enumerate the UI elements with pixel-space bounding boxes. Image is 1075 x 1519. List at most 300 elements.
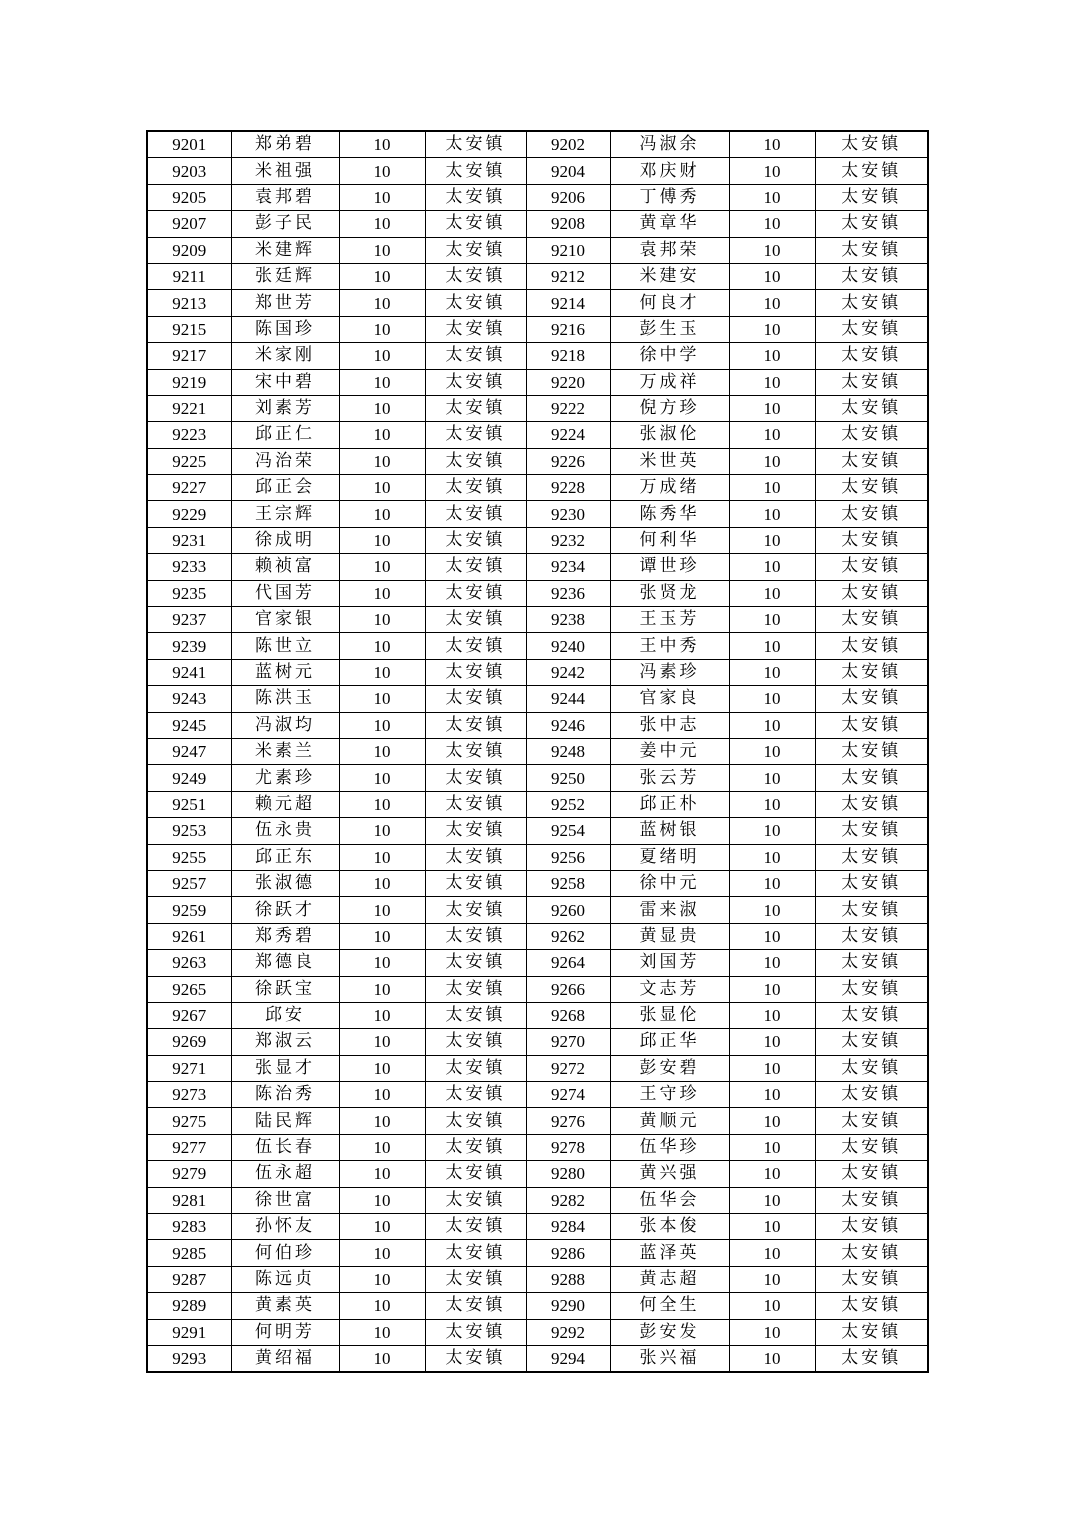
town-cell: 太安镇 <box>815 712 928 738</box>
table-row <box>147 1002 928 1028</box>
amount-cell: 10 <box>339 1214 425 1240</box>
town-cell: 太安镇 <box>425 1266 526 1292</box>
name-cell: 米世英 <box>610 448 729 474</box>
table-row <box>147 1108 928 1134</box>
amount-cell: 10 <box>339 818 425 844</box>
town-cell: 太安镇 <box>425 343 526 369</box>
name-cell: 赖祯富 <box>231 554 339 580</box>
amount-cell: 10 <box>729 1161 815 1187</box>
town-cell: 太安镇 <box>815 844 928 870</box>
town-cell: 太安镇 <box>425 527 526 553</box>
amount-cell: 10 <box>339 870 425 896</box>
name-cell: 赖元超 <box>231 791 339 817</box>
town-cell: 太安镇 <box>815 1187 928 1213</box>
name-cell: 邱安 <box>231 1002 339 1028</box>
amount-cell: 10 <box>339 1161 425 1187</box>
town-cell: 太安镇 <box>815 1266 928 1292</box>
amount-cell: 10 <box>339 1293 425 1319</box>
town-cell: 太安镇 <box>815 1055 928 1081</box>
name-cell: 张显才 <box>231 1055 339 1081</box>
town-cell: 太安镇 <box>425 211 526 237</box>
record-number-cell: 9253 <box>147 818 231 844</box>
name-cell: 冯治荣 <box>231 448 339 474</box>
table-row <box>147 1029 928 1055</box>
town-cell: 太安镇 <box>815 395 928 421</box>
name-cell: 陆民辉 <box>231 1108 339 1134</box>
town-cell: 太安镇 <box>815 290 928 316</box>
record-number-cell: 9258 <box>526 870 610 896</box>
name-cell: 米祖强 <box>231 158 339 184</box>
town-cell: 太安镇 <box>815 1319 928 1345</box>
record-number-cell: 9250 <box>526 765 610 791</box>
record-number-cell: 9283 <box>147 1214 231 1240</box>
table-row <box>147 343 928 369</box>
table-row <box>147 316 928 342</box>
town-cell: 太安镇 <box>425 633 526 659</box>
record-number-cell: 9281 <box>147 1187 231 1213</box>
town-cell: 太安镇 <box>425 290 526 316</box>
table-row <box>147 950 928 976</box>
amount-cell: 10 <box>339 712 425 738</box>
town-cell: 太安镇 <box>425 475 526 501</box>
record-number-cell: 9224 <box>526 422 610 448</box>
name-cell: 徐世富 <box>231 1187 339 1213</box>
amount-cell: 10 <box>339 1319 425 1345</box>
record-number-cell: 9226 <box>526 448 610 474</box>
table-row <box>147 448 928 474</box>
amount-cell: 10 <box>729 738 815 764</box>
town-cell: 太安镇 <box>425 131 526 158</box>
town-cell: 太安镇 <box>425 580 526 606</box>
town-cell: 太安镇 <box>425 1214 526 1240</box>
town-cell: 太安镇 <box>815 950 928 976</box>
record-number-cell: 9270 <box>526 1029 610 1055</box>
amount-cell: 10 <box>729 131 815 158</box>
amount-cell: 10 <box>339 607 425 633</box>
amount-cell: 10 <box>729 1214 815 1240</box>
name-cell: 万成祥 <box>610 369 729 395</box>
amount-cell: 10 <box>729 607 815 633</box>
name-cell: 张淑德 <box>231 870 339 896</box>
name-cell: 何良才 <box>610 290 729 316</box>
town-cell: 太安镇 <box>425 976 526 1002</box>
amount-cell: 10 <box>729 501 815 527</box>
table-row <box>147 712 928 738</box>
table-row <box>147 1161 928 1187</box>
amount-cell: 10 <box>729 290 815 316</box>
record-number-cell: 9285 <box>147 1240 231 1266</box>
record-number-cell: 9219 <box>147 369 231 395</box>
town-cell: 太安镇 <box>815 818 928 844</box>
name-cell: 伍华珍 <box>610 1134 729 1160</box>
record-number-cell: 9264 <box>526 950 610 976</box>
town-cell: 太安镇 <box>425 1134 526 1160</box>
record-number-cell: 9238 <box>526 607 610 633</box>
town-cell: 太安镇 <box>815 422 928 448</box>
amount-cell: 10 <box>729 950 815 976</box>
table-row <box>147 475 928 501</box>
name-cell: 丁傅秀 <box>610 184 729 210</box>
name-cell: 黄显贵 <box>610 923 729 949</box>
town-cell: 太安镇 <box>815 897 928 923</box>
town-cell: 太安镇 <box>425 738 526 764</box>
record-number-cell: 9214 <box>526 290 610 316</box>
name-cell: 张贤龙 <box>610 580 729 606</box>
amount-cell: 10 <box>339 527 425 553</box>
table-row <box>147 897 928 923</box>
name-cell: 何明芳 <box>231 1319 339 1345</box>
record-number-cell: 9233 <box>147 554 231 580</box>
record-number-cell: 9225 <box>147 448 231 474</box>
name-cell: 徐跃宝 <box>231 976 339 1002</box>
record-number-cell: 9268 <box>526 1002 610 1028</box>
town-cell: 太安镇 <box>425 1082 526 1108</box>
amount-cell: 10 <box>729 1345 815 1372</box>
town-cell: 太安镇 <box>425 923 526 949</box>
amount-cell: 10 <box>729 527 815 553</box>
amount-cell: 10 <box>729 1187 815 1213</box>
town-cell: 太安镇 <box>815 475 928 501</box>
record-number-cell: 9273 <box>147 1082 231 1108</box>
amount-cell: 10 <box>729 870 815 896</box>
record-number-cell: 9278 <box>526 1134 610 1160</box>
name-cell: 冯素珍 <box>610 659 729 685</box>
table-row <box>147 263 928 289</box>
amount-cell: 10 <box>729 818 815 844</box>
town-cell: 太安镇 <box>425 659 526 685</box>
amount-cell: 10 <box>339 1187 425 1213</box>
name-cell: 王玉芳 <box>610 607 729 633</box>
record-number-cell: 9252 <box>526 791 610 817</box>
name-cell: 谭世珍 <box>610 554 729 580</box>
name-cell: 黄兴强 <box>610 1161 729 1187</box>
amount-cell: 10 <box>729 554 815 580</box>
town-cell: 太安镇 <box>815 659 928 685</box>
record-number-cell: 9284 <box>526 1214 610 1240</box>
name-cell: 米家刚 <box>231 343 339 369</box>
table-row <box>147 1214 928 1240</box>
amount-cell: 10 <box>339 976 425 1002</box>
table-row <box>147 369 928 395</box>
record-number-cell: 9249 <box>147 765 231 791</box>
record-number-cell: 9228 <box>526 475 610 501</box>
record-number-cell: 9206 <box>526 184 610 210</box>
amount-cell: 10 <box>729 1029 815 1055</box>
table-row <box>147 1082 928 1108</box>
table-row <box>147 211 928 237</box>
name-cell: 王中秀 <box>610 633 729 659</box>
name-cell: 夏绪明 <box>610 844 729 870</box>
record-number-cell: 9293 <box>147 1345 231 1372</box>
record-number-cell: 9234 <box>526 554 610 580</box>
record-number-cell: 9211 <box>147 263 231 289</box>
record-number-cell: 9232 <box>526 527 610 553</box>
record-number-cell: 9217 <box>147 343 231 369</box>
name-cell: 何伯珍 <box>231 1240 339 1266</box>
amount-cell: 10 <box>729 765 815 791</box>
name-cell: 张兴福 <box>610 1345 729 1372</box>
record-number-cell: 9260 <box>526 897 610 923</box>
town-cell: 太安镇 <box>815 1134 928 1160</box>
name-cell: 陈秀华 <box>610 501 729 527</box>
name-cell: 陈远贞 <box>231 1266 339 1292</box>
record-number-cell: 9212 <box>526 263 610 289</box>
town-cell: 太安镇 <box>815 1214 928 1240</box>
name-cell: 宋中碧 <box>231 369 339 395</box>
town-cell: 太安镇 <box>815 554 928 580</box>
town-cell: 太安镇 <box>815 131 928 158</box>
amount-cell: 10 <box>729 1266 815 1292</box>
amount-cell: 10 <box>729 184 815 210</box>
record-number-cell: 9255 <box>147 844 231 870</box>
name-cell: 蓝树银 <box>610 818 729 844</box>
record-number-cell: 9242 <box>526 659 610 685</box>
record-number-cell: 9263 <box>147 950 231 976</box>
amount-cell: 10 <box>339 1134 425 1160</box>
name-cell: 孙怀友 <box>231 1214 339 1240</box>
table-row <box>147 976 928 1002</box>
record-number-cell: 9266 <box>526 976 610 1002</box>
name-cell: 黄素英 <box>231 1293 339 1319</box>
amount-cell: 10 <box>339 369 425 395</box>
name-cell: 尤素珍 <box>231 765 339 791</box>
name-cell: 万成绪 <box>610 475 729 501</box>
town-cell: 太安镇 <box>815 527 928 553</box>
table-row <box>147 1293 928 1319</box>
town-cell: 太安镇 <box>425 554 526 580</box>
amount-cell: 10 <box>729 475 815 501</box>
table-row <box>147 686 928 712</box>
amount-cell: 10 <box>729 1108 815 1134</box>
table-row <box>147 923 928 949</box>
amount-cell: 10 <box>729 395 815 421</box>
amount-cell: 10 <box>729 237 815 263</box>
record-number-cell: 9208 <box>526 211 610 237</box>
roster-table-body <box>147 131 928 1372</box>
amount-cell: 10 <box>339 765 425 791</box>
town-cell: 太安镇 <box>815 211 928 237</box>
name-cell: 黄志超 <box>610 1266 729 1292</box>
amount-cell: 10 <box>729 369 815 395</box>
name-cell: 张显伦 <box>610 1002 729 1028</box>
amount-cell: 10 <box>729 1134 815 1160</box>
amount-cell: 10 <box>339 580 425 606</box>
town-cell: 太安镇 <box>425 422 526 448</box>
name-cell: 邱正朴 <box>610 791 729 817</box>
name-cell: 官家银 <box>231 607 339 633</box>
record-number-cell: 9220 <box>526 369 610 395</box>
name-cell: 伍长春 <box>231 1134 339 1160</box>
town-cell: 太安镇 <box>425 712 526 738</box>
record-number-cell: 9201 <box>147 131 231 158</box>
town-cell: 太安镇 <box>815 343 928 369</box>
town-cell: 太安镇 <box>815 1161 928 1187</box>
town-cell: 太安镇 <box>425 870 526 896</box>
name-cell: 郑秀碧 <box>231 923 339 949</box>
record-number-cell: 9269 <box>147 1029 231 1055</box>
amount-cell: 10 <box>339 897 425 923</box>
amount-cell: 10 <box>729 158 815 184</box>
town-cell: 太安镇 <box>425 607 526 633</box>
amount-cell: 10 <box>729 580 815 606</box>
record-number-cell: 9259 <box>147 897 231 923</box>
amount-cell: 10 <box>729 659 815 685</box>
town-cell: 太安镇 <box>425 765 526 791</box>
name-cell: 邱正会 <box>231 475 339 501</box>
name-cell: 张云芳 <box>610 765 729 791</box>
record-number-cell: 9247 <box>147 738 231 764</box>
amount-cell: 10 <box>729 1240 815 1266</box>
town-cell: 太安镇 <box>425 263 526 289</box>
name-cell: 冯淑均 <box>231 712 339 738</box>
amount-cell: 10 <box>729 263 815 289</box>
record-number-cell: 9290 <box>526 1293 610 1319</box>
table-row <box>147 158 928 184</box>
name-cell: 张廷辉 <box>231 263 339 289</box>
amount-cell: 10 <box>339 211 425 237</box>
table-row <box>147 395 928 421</box>
name-cell: 郑淑云 <box>231 1029 339 1055</box>
record-number-cell: 9271 <box>147 1055 231 1081</box>
record-number-cell: 9248 <box>526 738 610 764</box>
name-cell: 邱正仁 <box>231 422 339 448</box>
town-cell: 太安镇 <box>425 1002 526 1028</box>
town-cell: 太安镇 <box>815 1345 928 1372</box>
record-number-cell: 9229 <box>147 501 231 527</box>
table-row <box>147 844 928 870</box>
record-number-cell: 9227 <box>147 475 231 501</box>
town-cell: 太安镇 <box>425 818 526 844</box>
record-number-cell: 9251 <box>147 791 231 817</box>
record-number-cell: 9202 <box>526 131 610 158</box>
amount-cell: 10 <box>339 923 425 949</box>
town-cell: 太安镇 <box>425 1161 526 1187</box>
town-cell: 太安镇 <box>815 501 928 527</box>
amount-cell: 10 <box>339 395 425 421</box>
amount-cell: 10 <box>729 1002 815 1028</box>
name-cell: 郑弟碧 <box>231 131 339 158</box>
name-cell: 姜中元 <box>610 738 729 764</box>
table-row <box>147 290 928 316</box>
amount-cell: 10 <box>729 897 815 923</box>
name-cell: 雷来淑 <box>610 897 729 923</box>
table-row <box>147 580 928 606</box>
amount-cell: 10 <box>339 1082 425 1108</box>
record-number-cell: 9292 <box>526 1319 610 1345</box>
table-row <box>147 1319 928 1345</box>
amount-cell: 10 <box>339 554 425 580</box>
table-row <box>147 1134 928 1160</box>
table-row <box>147 1240 928 1266</box>
record-number-cell: 9221 <box>147 395 231 421</box>
name-cell: 彭安发 <box>610 1319 729 1345</box>
record-number-cell: 9235 <box>147 580 231 606</box>
amount-cell: 10 <box>729 686 815 712</box>
name-cell: 蓝泽英 <box>610 1240 729 1266</box>
town-cell: 太安镇 <box>815 976 928 1002</box>
amount-cell: 10 <box>339 950 425 976</box>
record-number-cell: 9204 <box>526 158 610 184</box>
record-number-cell: 9245 <box>147 712 231 738</box>
roster-table <box>146 130 929 1373</box>
amount-cell: 10 <box>339 1240 425 1266</box>
name-cell: 徐中元 <box>610 870 729 896</box>
amount-cell: 10 <box>339 1345 425 1372</box>
name-cell: 邱正华 <box>610 1029 729 1055</box>
town-cell: 太安镇 <box>815 1002 928 1028</box>
amount-cell: 10 <box>729 791 815 817</box>
table-row <box>147 633 928 659</box>
town-cell: 太安镇 <box>815 369 928 395</box>
amount-cell: 10 <box>729 712 815 738</box>
record-number-cell: 9209 <box>147 237 231 263</box>
record-number-cell: 9280 <box>526 1161 610 1187</box>
town-cell: 太安镇 <box>425 501 526 527</box>
name-cell: 米素兰 <box>231 738 339 764</box>
record-number-cell: 9218 <box>526 343 610 369</box>
name-cell: 黄章华 <box>610 211 729 237</box>
amount-cell: 10 <box>339 1266 425 1292</box>
record-number-cell: 9282 <box>526 1187 610 1213</box>
amount-cell: 10 <box>339 448 425 474</box>
name-cell: 文志芳 <box>610 976 729 1002</box>
amount-cell: 10 <box>339 184 425 210</box>
town-cell: 太安镇 <box>815 738 928 764</box>
record-number-cell: 9216 <box>526 316 610 342</box>
record-number-cell: 9267 <box>147 1002 231 1028</box>
table-row <box>147 422 928 448</box>
name-cell: 何利华 <box>610 527 729 553</box>
town-cell: 太安镇 <box>815 633 928 659</box>
record-number-cell: 9244 <box>526 686 610 712</box>
amount-cell: 10 <box>339 290 425 316</box>
record-number-cell: 9203 <box>147 158 231 184</box>
name-cell: 陈治秀 <box>231 1082 339 1108</box>
table-row <box>147 659 928 685</box>
town-cell: 太安镇 <box>425 158 526 184</box>
town-cell: 太安镇 <box>425 448 526 474</box>
table-row <box>147 237 928 263</box>
name-cell: 彭安碧 <box>610 1055 729 1081</box>
town-cell: 太安镇 <box>425 369 526 395</box>
record-number-cell: 9277 <box>147 1134 231 1160</box>
name-cell: 蓝树元 <box>231 659 339 685</box>
record-number-cell: 9262 <box>526 923 610 949</box>
town-cell: 太安镇 <box>815 686 928 712</box>
name-cell: 郑德良 <box>231 950 339 976</box>
amount-cell: 10 <box>729 343 815 369</box>
name-cell: 刘素芳 <box>231 395 339 421</box>
record-number-cell: 9279 <box>147 1161 231 1187</box>
town-cell: 太安镇 <box>425 844 526 870</box>
amount-cell: 10 <box>729 1055 815 1081</box>
amount-cell: 10 <box>339 237 425 263</box>
record-number-cell: 9243 <box>147 686 231 712</box>
town-cell: 太安镇 <box>815 607 928 633</box>
name-cell: 徐成明 <box>231 527 339 553</box>
amount-cell: 10 <box>729 1293 815 1319</box>
amount-cell: 10 <box>339 659 425 685</box>
record-number-cell: 9291 <box>147 1319 231 1345</box>
amount-cell: 10 <box>339 422 425 448</box>
table-row <box>147 1055 928 1081</box>
name-cell: 刘国芳 <box>610 950 729 976</box>
record-number-cell: 9215 <box>147 316 231 342</box>
town-cell: 太安镇 <box>815 184 928 210</box>
amount-cell: 10 <box>339 1002 425 1028</box>
record-number-cell: 9210 <box>526 237 610 263</box>
record-number-cell: 9241 <box>147 659 231 685</box>
